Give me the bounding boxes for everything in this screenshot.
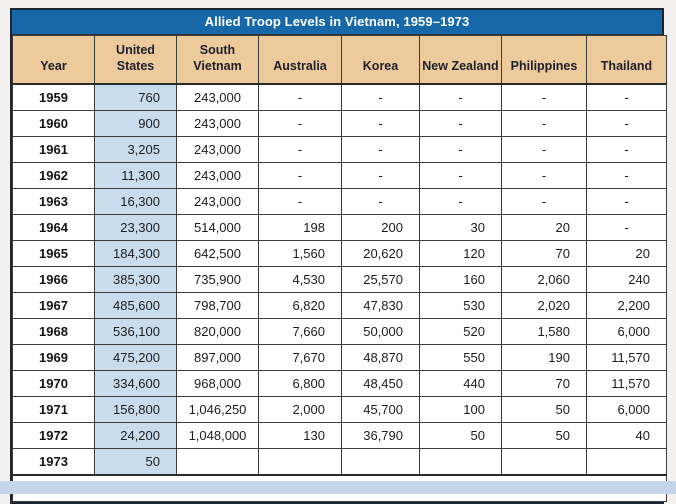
value-cell: 240 [587, 266, 667, 292]
value-cell: 11,570 [587, 344, 667, 370]
value-cell: 1,560 [259, 240, 342, 266]
value-cell: 20,620 [342, 240, 420, 266]
year-cell: 1969 [13, 344, 95, 370]
value-cell: 3,205 [95, 136, 177, 162]
value-cell: 520 [420, 318, 502, 344]
value-cell: 642,500 [177, 240, 259, 266]
value-cell [259, 448, 342, 475]
value-cell: 514,000 [177, 214, 259, 240]
value-cell: - [587, 188, 667, 214]
value-cell: 160 [420, 266, 502, 292]
value-cell: 4,530 [259, 266, 342, 292]
year-cell: 1962 [13, 162, 95, 188]
column-header: South Vietnam [177, 36, 259, 84]
value-cell: 47,830 [342, 292, 420, 318]
value-cell: - [342, 188, 420, 214]
value-cell: 968,000 [177, 370, 259, 396]
year-cell: 1964 [13, 214, 95, 240]
value-cell: 536,100 [95, 318, 177, 344]
value-cell: 45,700 [342, 396, 420, 422]
value-cell: 6,000 [587, 396, 667, 422]
value-cell: 243,000 [177, 84, 259, 111]
year-cell: 1966 [13, 266, 95, 292]
value-cell: - [420, 162, 502, 188]
table-row [13, 214, 667, 240]
value-cell: 7,660 [259, 318, 342, 344]
year-cell: 1970 [13, 370, 95, 396]
year-cell: 1965 [13, 240, 95, 266]
value-cell: - [259, 110, 342, 136]
value-cell: - [587, 162, 667, 188]
value-cell: 11,300 [95, 162, 177, 188]
value-cell: 243,000 [177, 162, 259, 188]
value-cell: - [587, 136, 667, 162]
year-cell: 1972 [13, 422, 95, 448]
value-cell: 36,790 [342, 422, 420, 448]
year-cell: 1973 [13, 448, 95, 475]
value-cell: 20 [587, 240, 667, 266]
value-cell: 23,300 [95, 214, 177, 240]
table-row [13, 84, 667, 111]
value-cell: 198 [259, 214, 342, 240]
value-cell: 550 [420, 344, 502, 370]
table-body [13, 84, 667, 475]
value-cell [502, 448, 587, 475]
value-cell: 70 [502, 370, 587, 396]
value-cell: 485,600 [95, 292, 177, 318]
value-cell: - [420, 110, 502, 136]
value-cell: 385,300 [95, 266, 177, 292]
year-cell: 1960 [13, 110, 95, 136]
value-cell: 50,000 [342, 318, 420, 344]
value-cell: 30 [420, 214, 502, 240]
value-cell: - [342, 110, 420, 136]
year-cell: 1968 [13, 318, 95, 344]
value-cell: 440 [420, 370, 502, 396]
value-cell: 900 [95, 110, 177, 136]
value-cell: 16,300 [95, 188, 177, 214]
table-row [13, 292, 667, 318]
value-cell: 243,000 [177, 188, 259, 214]
value-cell: - [587, 214, 667, 240]
year-cell: 1967 [13, 292, 95, 318]
value-cell: 156,800 [95, 396, 177, 422]
value-cell: - [502, 136, 587, 162]
value-cell: 25,570 [342, 266, 420, 292]
value-cell: - [587, 84, 667, 111]
value-cell: - [502, 162, 587, 188]
value-cell: 20 [502, 214, 587, 240]
value-cell: 11,570 [587, 370, 667, 396]
year-cell: 1959 [13, 84, 95, 111]
value-cell: 70 [502, 240, 587, 266]
value-cell: - [259, 162, 342, 188]
value-cell: 6,820 [259, 292, 342, 318]
value-cell: - [420, 188, 502, 214]
value-cell: 48,870 [342, 344, 420, 370]
table-row [13, 370, 667, 396]
column-header: Australia [259, 36, 342, 84]
value-cell: 897,000 [177, 344, 259, 370]
value-cell: - [342, 162, 420, 188]
table-row [13, 240, 667, 266]
column-header: Korea [342, 36, 420, 84]
value-cell: - [259, 136, 342, 162]
table-header [13, 36, 667, 84]
value-cell: 190 [502, 344, 587, 370]
bottom-strip [0, 481, 676, 494]
year-cell: 1963 [13, 188, 95, 214]
value-cell: 243,000 [177, 136, 259, 162]
value-cell: 50 [95, 448, 177, 475]
value-cell: 6,000 [587, 318, 667, 344]
value-cell: 120 [420, 240, 502, 266]
value-cell: - [259, 84, 342, 111]
year-cell: 1961 [13, 136, 95, 162]
value-cell: - [259, 188, 342, 214]
table-row [13, 344, 667, 370]
value-cell: 1,046,250 [177, 396, 259, 422]
value-cell [587, 448, 667, 475]
value-cell: 7,670 [259, 344, 342, 370]
value-cell: - [502, 84, 587, 111]
value-cell [420, 448, 502, 475]
value-cell: 184,300 [95, 240, 177, 266]
value-cell: 820,000 [177, 318, 259, 344]
value-cell: 48,450 [342, 370, 420, 396]
value-cell: 530 [420, 292, 502, 318]
value-cell: 1,048,000 [177, 422, 259, 448]
table-row [13, 162, 667, 188]
value-cell: 6,800 [259, 370, 342, 396]
column-header: Philippines [502, 36, 587, 84]
table-row [13, 318, 667, 344]
column-header: Thailand [587, 36, 667, 84]
value-cell: 243,000 [177, 110, 259, 136]
column-header: New Zealand [420, 36, 502, 84]
table-row [13, 110, 667, 136]
value-cell: - [420, 84, 502, 111]
value-cell: 475,200 [95, 344, 177, 370]
value-cell: - [342, 84, 420, 111]
value-cell: 50 [420, 422, 502, 448]
value-cell: 798,700 [177, 292, 259, 318]
value-cell: 130 [259, 422, 342, 448]
table-row [13, 266, 667, 292]
data-table [12, 35, 667, 502]
value-cell [342, 448, 420, 475]
value-cell: - [420, 136, 502, 162]
value-cell: 50 [502, 422, 587, 448]
value-cell: - [502, 188, 587, 214]
value-cell: 2,020 [502, 292, 587, 318]
value-cell: 200 [342, 214, 420, 240]
value-cell: - [502, 110, 587, 136]
column-header: United States [95, 36, 177, 84]
header-row [13, 36, 667, 84]
table-row [13, 422, 667, 448]
value-cell: 760 [95, 84, 177, 111]
value-cell [177, 448, 259, 475]
column-header: Year [13, 36, 95, 84]
value-cell: 334,600 [95, 370, 177, 396]
value-cell: 24,200 [95, 422, 177, 448]
value-cell: 40 [587, 422, 667, 448]
value-cell: 100 [420, 396, 502, 422]
value-cell: - [342, 136, 420, 162]
table-row [13, 448, 667, 475]
table-row [13, 396, 667, 422]
value-cell: 1,580 [502, 318, 587, 344]
year-cell: 1971 [13, 396, 95, 422]
table-title: Allied Troop Levels in Vietnam, 1959–1973 [12, 10, 662, 35]
table-row [13, 136, 667, 162]
value-cell: 2,000 [259, 396, 342, 422]
value-cell: 50 [502, 396, 587, 422]
troop-table [10, 8, 664, 504]
value-cell: 735,900 [177, 266, 259, 292]
table-row [13, 188, 667, 214]
value-cell: 2,200 [587, 292, 667, 318]
value-cell: - [587, 110, 667, 136]
value-cell: 2,060 [502, 266, 587, 292]
